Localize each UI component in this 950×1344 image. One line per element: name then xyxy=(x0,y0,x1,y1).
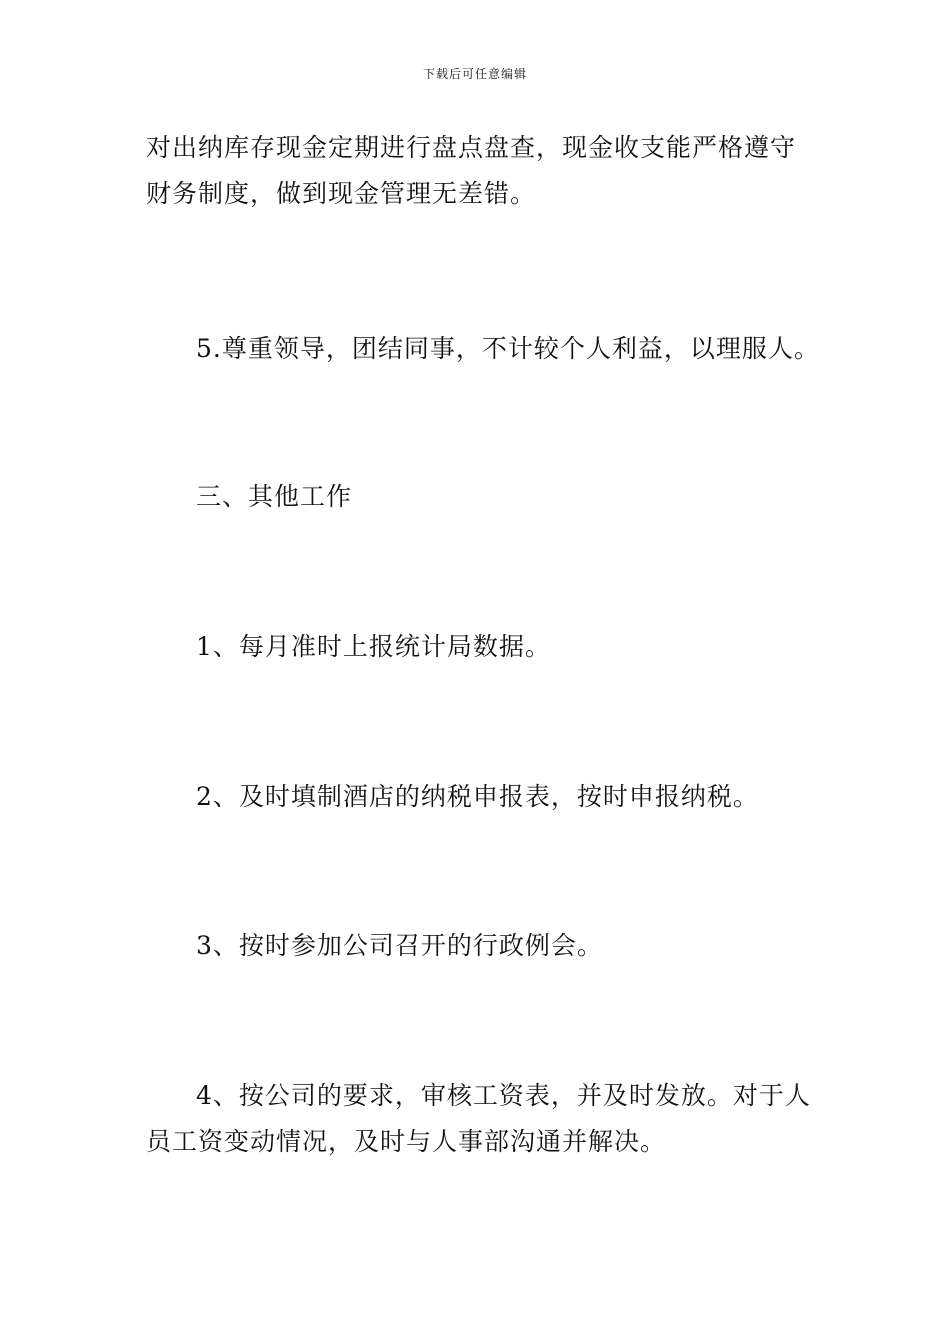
paragraph-item-1 xyxy=(146,624,858,670)
paragraph-item-4 xyxy=(146,1073,811,1165)
paragraph-line: 财务制度，做到现金管理无差错。 xyxy=(146,179,537,208)
paragraph-cash-audit xyxy=(146,125,808,217)
section-heading-text: 三、其他工作 xyxy=(196,482,353,511)
paragraph-line: 4、按公司的要求，审核工资表，并及时发放。对于人 xyxy=(196,1081,811,1110)
page-header-note: 下载后可任意编辑 xyxy=(422,67,527,81)
paragraph-line: 5.尊重领导，团结同事，不计较个人利益，以理服人。 xyxy=(196,334,820,363)
paragraph-line: 2、及时填制酒店的纳税申报表，按时申报纳税。 xyxy=(196,782,759,811)
paragraph-item-3 xyxy=(146,923,858,969)
paragraph-line: 1、每月准时上报统计局数据。 xyxy=(196,632,551,661)
paragraph-item-2 xyxy=(146,774,858,820)
paragraph-line: 对出纳库存现金定期进行盘点盘查，现金收支能严格遵守 xyxy=(146,133,797,162)
paragraph-line: 3、按时参加公司召开的行政例会。 xyxy=(196,931,603,960)
paragraph-item-5 xyxy=(146,326,858,372)
paragraph-line: 员工资变动情况，及时与人事部沟通并解决。 xyxy=(146,1127,667,1156)
section-heading-other-work xyxy=(146,474,858,520)
